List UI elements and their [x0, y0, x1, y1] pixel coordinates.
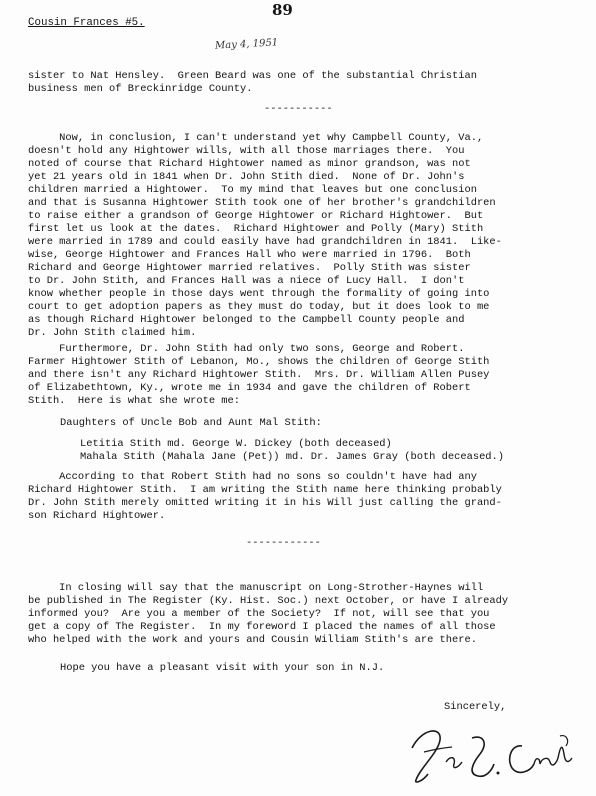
- text-line: Now, in conclusion, I can't understand yet why Campbell County, Va.,: [28, 132, 484, 144]
- text-line: According to that Robert Stith had no sons so couldn't have had any: [28, 471, 477, 483]
- text-line: know whether people in those days went through the formality of going into: [28, 288, 490, 300]
- paragraph-3: [28, 343, 489, 408]
- text-line: as though Richard Hightower belonged to the Campbell County people and: [28, 314, 465, 326]
- paragraph-1: [28, 70, 477, 96]
- paragraph-4: [28, 471, 502, 523]
- text-line: Furthermore, Dr. John Stith had only two sons, George and Robert.: [28, 343, 465, 355]
- letter-header: Cousin Frances #5.: [28, 17, 145, 29]
- text-line: and that is Susanna Hightower Stith took one of her brother's grandchildren: [28, 197, 496, 209]
- text-line: Dr. John Stith claimed him.: [28, 327, 197, 339]
- text-line: Richard Hightower Stith. I am writing the Stith name here thinking probably: [28, 484, 502, 496]
- paragraph-5: [28, 582, 508, 647]
- text-line: informed you? Are you a member of the Society? If not, will see that you: [28, 608, 490, 620]
- text-line: children married a Hightower. To my mind that leaves but one conclusion: [28, 184, 477, 196]
- text-line: were married in 1789 and could easily have had grandchildren in 1841. Like-: [28, 236, 502, 248]
- closing: Sincerely,: [444, 701, 507, 713]
- text-line: court to get adoption papers as they must do today, but it does look to me: [28, 301, 490, 313]
- text-line: get a copy of The Register. In my foreword I placed the names of all those: [28, 621, 496, 633]
- text-line: first let us look at the dates. Richard Hightower and Polly (Mary) Stith: [28, 223, 484, 235]
- daughters-heading: Daughters of Uncle Bob and Aunt Mal Stith:: [60, 417, 322, 429]
- text-line: noted of course that Richard Hightower named as minor grandson, was not: [28, 158, 471, 170]
- daughters-list: [80, 438, 504, 464]
- text-line: yet 21 years old in 1841 when Dr. John Stith died. None of Dr. John's: [28, 171, 465, 183]
- text-line: Stith. Here is what she wrote me:: [28, 395, 241, 407]
- text-line: wise, George Hightower and Frances Hall who were married in 1796. Both: [28, 249, 471, 261]
- page-number: 89: [272, 1, 293, 19]
- text-line: to Dr. John Stith, and Frances Hall was a niece of Lucy Hall. I don't: [28, 275, 465, 287]
- handwritten-date: May 4, 1951: [214, 37, 279, 52]
- divider-dashes: ------------: [246, 537, 321, 549]
- list-item: Mahala Stith (Mahala Jane (Pet)) md. Dr. James Gray (both deceased.): [80, 451, 505, 463]
- text-line: In closing will say that the manuscript on Long-Strother-Haynes will: [28, 582, 484, 594]
- text-line: sister to Nat Hensley. Green Beard was one of the substantial Christian: [28, 70, 477, 82]
- handwritten-signature: [402, 718, 582, 788]
- divider-dashes: -----------: [264, 103, 333, 115]
- text-line: Dr. John Stith merely omitted writing it in his Will just calling the grand-: [28, 497, 502, 509]
- paragraph-2: [28, 132, 502, 340]
- text-line: of Elizabethtown, Ky., wrote me in 1934 and gave the children of Robert: [28, 382, 471, 394]
- text-line: son Richard Hightower.: [28, 510, 166, 522]
- text-line: Richard and George Hightower married relatives. Polly Stith was sister: [28, 262, 471, 274]
- text-line: be published in The Register (Ky. Hist. Soc.) next October, or have I already: [28, 595, 509, 607]
- text-line: Farmer Hightower Stith of Lebanon, Mo., shows the children of George Stith: [28, 356, 490, 368]
- list-item: Letitia Stith md. George W. Dickey (both deceased): [80, 438, 392, 450]
- text-line: who helped with the work and yours and Cousin William Stith's are there.: [28, 634, 477, 646]
- text-line: to raise either a grandson of George Hightower or Richard Hightower. But: [28, 210, 484, 222]
- paragraph-6: Hope you have a pleasant visit with your son in N.J.: [60, 662, 385, 674]
- text-line: business men of Breckinridge County.: [28, 83, 253, 95]
- text-line: and there isn't any Richard Hightower Stith. Mrs. Dr. William Allen Pusey: [28, 369, 490, 381]
- text-line: doesn't hold any Hightower wills, with all those marriages there. You: [28, 145, 465, 157]
